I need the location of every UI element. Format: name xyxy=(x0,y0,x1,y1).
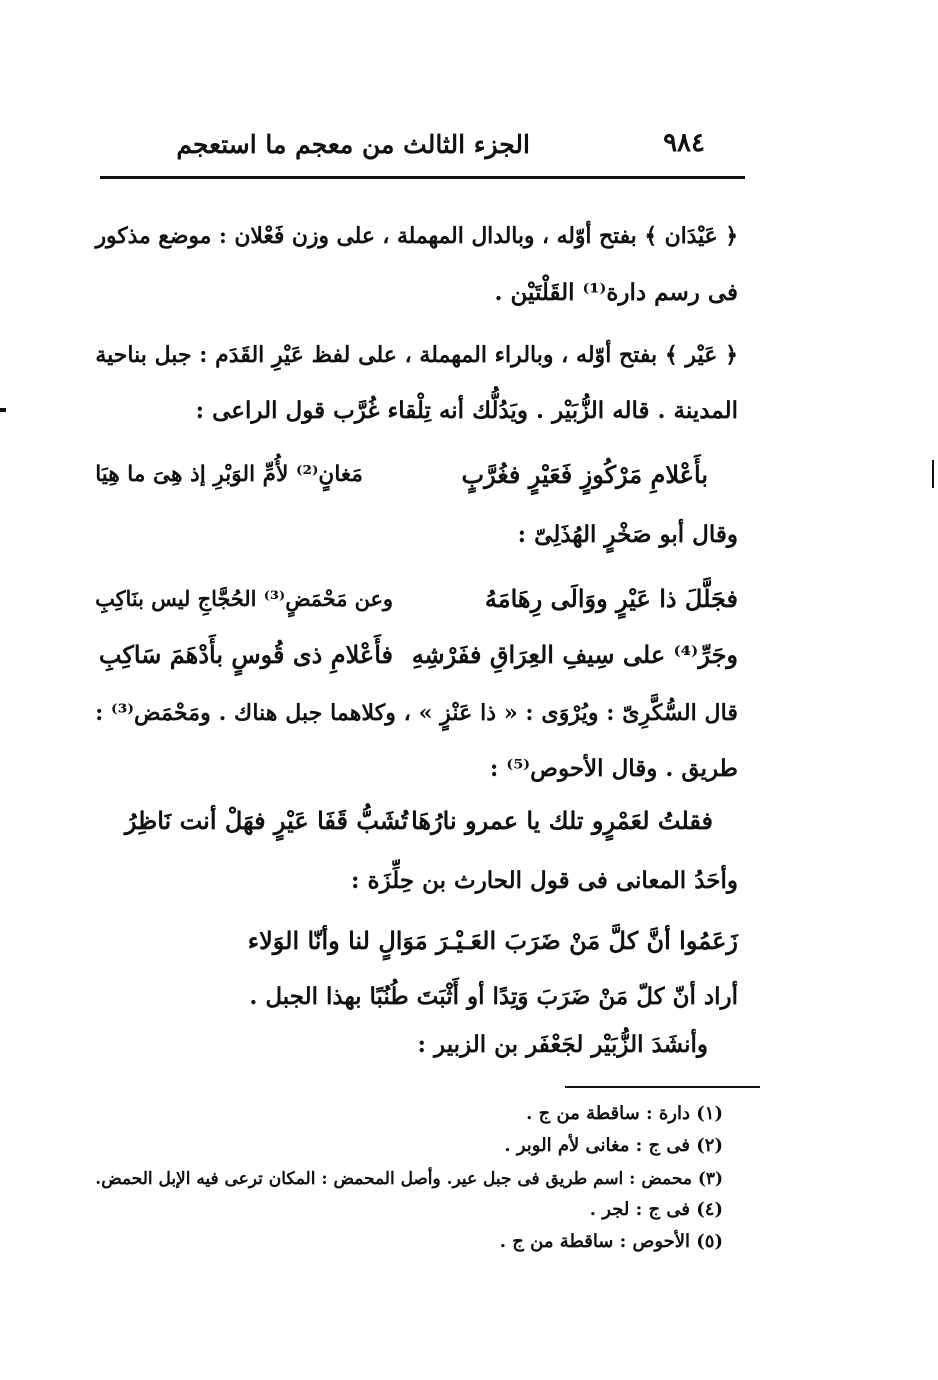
sukkari-note-line-2: طريق . وقال الأحوص⁽⁵⁾ : xyxy=(489,755,738,782)
footnote-5: (٥) الأحوص : ساقطة من ج . xyxy=(499,1231,723,1252)
scan-edge-mark xyxy=(932,460,934,488)
verse-1-second-hemistich: مَغانٍ⁽²⁾ لأُمِّ الوَبْرِ إذ هِىَ ما هِيَا xyxy=(95,462,363,487)
entry-aydan-line-2: فى رسم دارة⁽¹⁾ القَلْتَيْن . xyxy=(494,279,738,306)
verse-3-second-hemistich: فأَعْلامِ ذى قُوسٍ بأَدْهَمَ سَاكِبِ xyxy=(98,640,393,669)
header-rule xyxy=(100,176,745,179)
verse-4-first-hemistich: فقلتُ لعَمْرٍو تلك يا عمرو نارُهَا xyxy=(411,806,713,835)
entry-ayr-line-1: ﴿ عَيْر ﴾ بفتح أوّله ، وبالراء المهملة ، على لفظ عَيْرِ القَدَم : جبل بناحية xyxy=(95,342,738,368)
explanation-line-1: أراد أنّ كلّ مَنْ ضَرَبَ وَتِدًا أو أَثْبَتَ طُنُبًا بهذا الجبل . xyxy=(249,983,738,1010)
page-header xyxy=(100,128,745,174)
verse-2-first-hemistich: فجَلَّلَ ذا عَيْرٍ ووَالَى رِهَامَهُ xyxy=(484,584,738,613)
footnote-3: (٣) محمض : اسم طريق فى جبل عير. وأصل المحمض : المكان ترعى فيه الإبل الحمض. xyxy=(95,1168,723,1188)
verse-2-second-hemistich: وعن مَحْمَضٍ⁽³⁾ الحُجَّاجِ ليس بنَاكِبِ xyxy=(95,586,393,611)
verse-5: زَعَمُوا أنَّ كلَّ مَنْ ضَرَبَ العَـيْـرَ مَوَالٍ لنا وأنّا الوَلاء xyxy=(247,926,738,955)
footnote-rule xyxy=(565,1086,760,1088)
explanation-line-2: وأنشَدَ الزُّبَيْر لجَعْفَر بن الزبير : xyxy=(417,1031,708,1058)
entry-aydan-line-1: ﴿ عَيْدَان ﴾ بفتح أوّله ، وبالدال المهملة ، على وزن فَعْلان : موضع مذكور xyxy=(95,224,738,249)
verse-1-first-hemistich: بأَعْلامِ مَرْكُوزٍ فَعَيْرٍ فغُرَّبٍ xyxy=(461,460,708,489)
verse-4-second-hemistich: تُشَبُّ قَفَا عَيْرٍ فهَلْ أنت نَاظِرُ xyxy=(124,806,408,835)
running-title: الجزء الثالث من معجم ما استعجم xyxy=(176,130,530,159)
entry-ayr-line-2: المدينة . قاله الزُّبَيْر . ويَدُلُّك أنه تِلْقاء غُرَّب قول الراعى : xyxy=(195,397,738,424)
abu-sakhr-intro: وقال أبو صَخْرٍ الهُذَلِىّ : xyxy=(517,521,738,548)
footnote-4: (٤) فى ج : لجر . xyxy=(589,1199,723,1220)
harith-intro: وأحَدُ المعانى فى قول الحارث بن حِلِّزَة : xyxy=(351,867,738,894)
footnote-1: (١) دارة : ساقطة من ج . xyxy=(526,1103,723,1124)
scan-margin-mark xyxy=(0,408,6,412)
footnote-2: (٢) فى ج : مغانى لأم الوبر . xyxy=(504,1135,723,1156)
sukkari-note-line-1: قال السُّكَّرِىّ : ويُرْوَى : « ذا عَنْزٍ » ، وكلاهما جبل هناك . ومَحْمَض⁽³⁾ : xyxy=(95,700,738,726)
verse-3-first-hemistich: وجَرِّ⁽⁴⁾ على سِيفِ العِرَاقِ ففَرْشِهِ xyxy=(411,640,738,669)
page-number: ٩٨٤ xyxy=(663,128,705,158)
